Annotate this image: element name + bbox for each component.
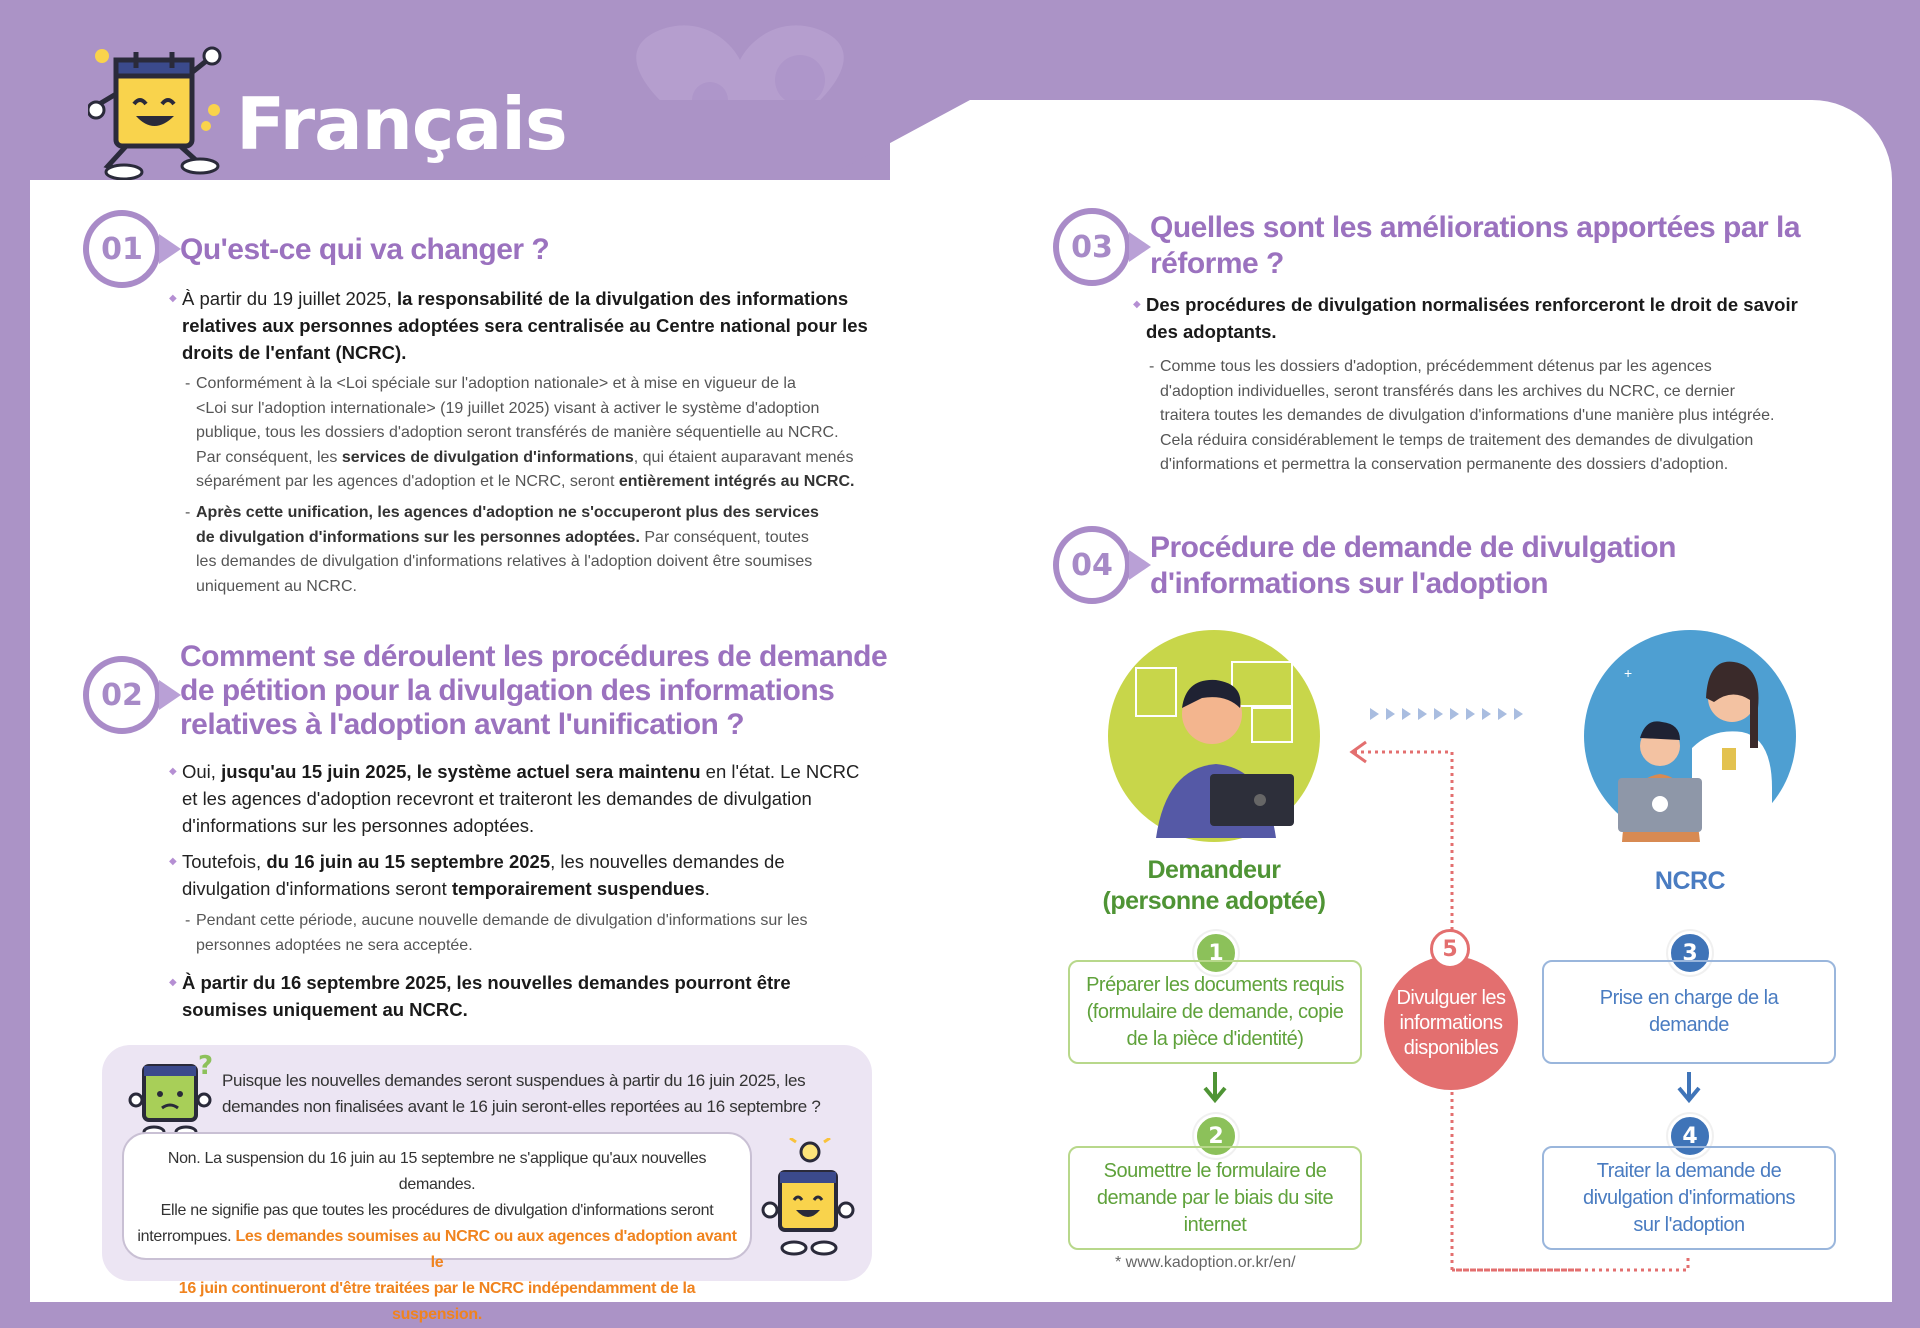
- step-4-box: Traiter la demande de divulgation d'informations sur l'adoption: [1542, 1146, 1836, 1250]
- step-5-number: 5: [1430, 929, 1470, 969]
- idea-mascot-icon: [760, 1138, 856, 1260]
- section-01-badge: 01: [83, 210, 161, 288]
- step-1-number: 1: [1194, 931, 1238, 975]
- confused-mascot-icon: [128, 1052, 218, 1140]
- section-02-title: Comment se déroulent les procédures de demande de pétition pour la divulgation des informations relatives à l'adoption avant l'unification ?: [180, 640, 888, 741]
- section-02-sub-1: - Pendant cette période, aucune nouvelle demande de divulgation d'informations sur les personnes adoptées ne sera acceptée.: [196, 909, 896, 958]
- step-3-number: 3: [1668, 931, 1712, 975]
- requester-illustration-icon: [1106, 628, 1322, 844]
- section-03-bullet-1: ◆ Des procédures de divulgation normalisées renforceront le droit de savoir des adoptants.: [1146, 291, 1866, 345]
- svg-text:?: ?: [198, 1052, 214, 1081]
- language-title: Français: [236, 82, 567, 166]
- arrow-down-icon: [1676, 1072, 1702, 1104]
- section-01-sub-1: - Conformément à la <Loi spéciale sur l'adoption nationale> et à mise en vigueur de la <Loi sur l'adoption internationale> (19 juillet 2025) visant à activer le système d'adoption publique, tous les dossiers d'adoption seront transférés de manière séquentielle au NCRC. Par conséquent, les services de divulgation d'informations, qui étaient auparavant menés séparément par les agences d'adoption et le NCRC, seront entièrement intégrés au NCRC.: [196, 372, 896, 495]
- step-1-box: Préparer les documents requis (formulaire de demande, copie de la pièce d'identité): [1068, 960, 1362, 1064]
- faq-question: Puisque les nouvelles demandes seront suspendues à partir du 16 juin 2025, les demandes non finalisées avant le 16 juin seront-elles reportées au 16 septembre ?: [222, 1071, 821, 1116]
- section-02-bullet-1: ◆ Oui, jusqu'au 15 juin 2025, le système actuel sera maintenu en l'état. Le NCRC et les agences d'adoption recevront et traiteront les demandes de divulgation d'informations sur les personnes adoptées.: [182, 758, 882, 839]
- arrow-down-icon: [1202, 1072, 1228, 1104]
- section-04-title: Procédure de demande de divulgation d'informations sur l'adoption: [1150, 531, 1676, 600]
- dotted-arrows-icon: [1370, 706, 1530, 722]
- step-2-number: 2: [1194, 1114, 1238, 1158]
- section-01-bullet-1: ◆ À partir du 19 juillet 2025, la responsabilité de la divulgation des informations relatives aux personnes adoptées sera centralisée au Centre national pour les droits de l'enfant (NCRC).: [182, 285, 882, 366]
- website-note: * www.kadoption.or.kr/en/: [1115, 1254, 1296, 1271]
- section-04-badge: 04: [1053, 526, 1131, 604]
- ncrc-label: NCRC: [1654, 867, 1726, 895]
- svg-text:+: +: [1624, 665, 1633, 681]
- calendar-mascot-icon: [88, 44, 228, 180]
- step-4-number: 4: [1668, 1114, 1712, 1158]
- step-5-circle: Divulguer les informations disponibles: [1384, 956, 1518, 1090]
- section-03-title: Quelles sont les améliorations apportées par la réforme ?: [1150, 211, 1801, 280]
- step-3-box: Prise en charge de la demande: [1542, 960, 1836, 1064]
- section-01-title: Qu'est-ce qui va changer ?: [180, 233, 550, 266]
- section-03-sub-1: - Comme tous les dossiers d'adoption, précédemment détenus par les agences d'adoption individuelles, seront transférés dans les archives du NCRC, ce dernier traitera toutes les demandes de divulgation d'informations d'une manière plus intégrée. Cela réduira considérablement le temps de traitement des demandes de divulgation d'informations et permettra la conservation permanente des dossiers d'adoption.: [1160, 355, 1880, 478]
- section-02-bullet-3: ◆ À partir du 16 septembre 2025, les nouvelles demandes pourront être soumises uniquement au NCRC.: [182, 969, 882, 1023]
- section-02-badge: 02: [83, 656, 161, 734]
- faq-answer: Non. La suspension du 16 juin au 15 septembre ne s'applique qu'aux nouvelles demandes. Elle ne signifie pas que toutes les procédures de divulgation d'informations seront interrompues. Les demandes soumises au NCRC ou aux agences d'adoption avant le 16 juin continueront d'être traitées par le NCRC indépendamment de la suspension.: [122, 1132, 752, 1260]
- requester-label: Demandeur (personne adoptée): [1102, 856, 1326, 915]
- section-03-badge: 03: [1053, 208, 1131, 286]
- ncrc-illustration-icon: [1582, 628, 1798, 844]
- section-02-bullet-2: ◆ Toutefois, du 16 juin au 15 septembre 2025, les nouvelles demandes de divulgation d'informations seront temporairement suspendues.: [182, 848, 882, 902]
- section-01-sub-2: - Après cette unification, les agences d'adoption ne s'occuperont plus des services de divulgation d'informations sur les personnes adoptées. Par conséquent, toutes les demandes de divulgation d'informations relatives à l'adoption doivent être soumises uniquement au NCRC.: [196, 501, 896, 599]
- step-2-box: Soumettre le formulaire de demande par le biais du site internet: [1068, 1146, 1362, 1250]
